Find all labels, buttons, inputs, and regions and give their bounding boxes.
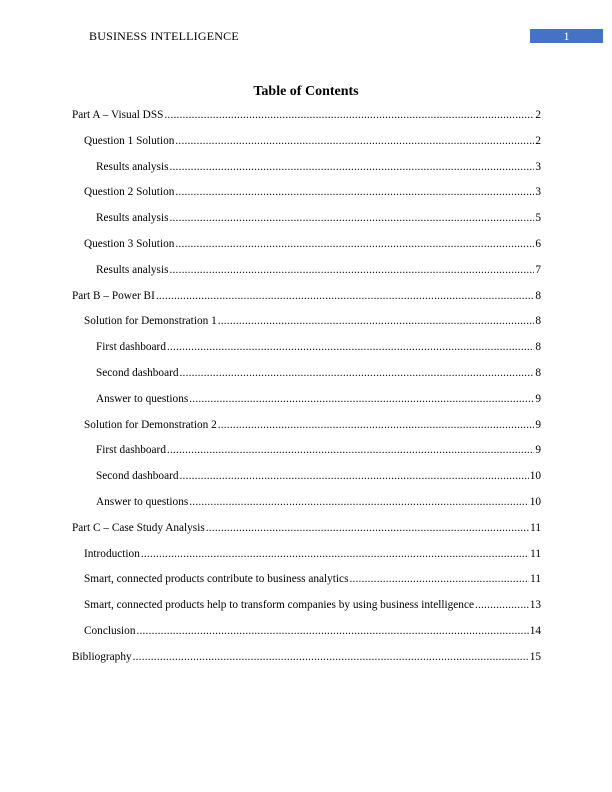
toc-entry-title: Results analysis xyxy=(96,263,169,276)
toc-entry[interactable] xyxy=(72,521,541,547)
toc-dot-leader xyxy=(175,237,534,251)
toc-dot-leader xyxy=(218,418,535,432)
toc-entry-page-number: 14 xyxy=(529,624,541,637)
toc-entry[interactable] xyxy=(72,340,541,366)
toc-entry-page-number: 9 xyxy=(535,392,541,405)
toc-entry-title: Part A – Visual DSS xyxy=(72,109,164,121)
toc-heading: Table of Contents xyxy=(253,84,359,99)
toc-entry[interactable] xyxy=(72,392,541,418)
toc-dot-leader xyxy=(141,547,529,561)
toc-entry-page-number: 10 xyxy=(529,470,541,483)
toc-entry-title: Answer to questions xyxy=(96,495,189,508)
toc-entry-page-number: 8 xyxy=(535,289,541,302)
toc-entry-title: Question 3 Solution xyxy=(84,237,175,250)
toc-entry-page-number: 6 xyxy=(535,237,541,250)
toc-entry[interactable] xyxy=(72,211,541,237)
toc-entry[interactable] xyxy=(72,443,541,469)
toc-entry-page-number: 2 xyxy=(535,109,541,121)
toc-entry-page-number: 11 xyxy=(530,573,541,586)
toc-entry-title: Part B – Power BI xyxy=(72,289,155,302)
toc-entry-page-number: 11 xyxy=(530,521,541,534)
toc-entry[interactable] xyxy=(72,547,541,573)
page-number-badge: 1 xyxy=(530,29,603,43)
toc-dot-leader xyxy=(349,572,529,586)
toc-dot-leader xyxy=(167,340,534,354)
toc-entry-title: Part C – Case Study Analysis xyxy=(72,521,205,534)
toc-entry-title: Smart, connected products contribute to business analytics xyxy=(84,573,349,586)
toc-dot-leader xyxy=(170,211,535,225)
toc-dot-leader xyxy=(180,366,535,380)
toc-entry[interactable] xyxy=(72,624,541,650)
toc-entry[interactable] xyxy=(72,289,541,315)
toc-entry[interactable] xyxy=(72,366,541,392)
toc-dot-leader xyxy=(156,289,535,303)
toc-dot-leader xyxy=(167,443,534,457)
toc-entry-title: Question 1 Solution xyxy=(84,134,175,147)
toc-dot-leader xyxy=(218,314,535,328)
table-of-contents xyxy=(72,108,541,676)
toc-entry-page-number: 5 xyxy=(535,212,541,225)
toc-entry[interactable] xyxy=(72,134,541,160)
toc-entry[interactable] xyxy=(72,160,541,186)
toc-entry-title: Question 2 Solution xyxy=(84,186,175,199)
toc-dot-leader xyxy=(175,134,534,148)
toc-entry-page-number: 8 xyxy=(535,341,541,354)
toc-entry-title: Solution for Demonstration 2 xyxy=(84,418,217,431)
toc-entry-title: Introduction xyxy=(84,547,140,560)
toc-dot-leader xyxy=(164,108,534,122)
toc-entry[interactable] xyxy=(72,108,541,134)
toc-entry-title: Second dashboard xyxy=(96,366,179,379)
toc-entry-page-number: 8 xyxy=(535,315,541,328)
toc-entry[interactable] xyxy=(72,185,541,211)
toc-dot-leader xyxy=(175,185,534,199)
toc-entry-page-number: 3 xyxy=(535,160,541,173)
toc-entry[interactable] xyxy=(72,263,541,289)
toc-entry-page-number: 11 xyxy=(530,547,541,560)
toc-entry-page-number: 10 xyxy=(529,495,541,508)
toc-entry-title: Results analysis xyxy=(96,212,169,225)
toc-entry-page-number: 9 xyxy=(535,418,541,431)
toc-entry[interactable] xyxy=(72,495,541,521)
toc-entry-title: First dashboard xyxy=(96,341,166,354)
toc-entry-title: First dashboard xyxy=(96,444,166,457)
toc-entry-page-number: 7 xyxy=(535,263,541,276)
toc-dot-leader xyxy=(180,469,529,483)
toc-entry[interactable] xyxy=(72,598,541,624)
toc-dot-leader xyxy=(189,392,534,406)
toc-entry[interactable] xyxy=(72,469,541,495)
toc-dot-leader xyxy=(206,521,529,535)
toc-entry-page-number: 9 xyxy=(535,444,541,457)
toc-entry-title: Bibliography xyxy=(72,650,132,663)
toc-entry-page-number: 15 xyxy=(529,650,541,663)
toc-entry-title: Results analysis xyxy=(96,160,169,173)
running-header-title: BUSINESS INTELLIGENCE xyxy=(89,29,239,43)
toc-entry[interactable] xyxy=(72,237,541,263)
toc-entry-page-number: 13 xyxy=(529,599,541,612)
toc-entry-page-number: 3 xyxy=(535,186,541,199)
toc-dot-leader xyxy=(133,650,529,664)
toc-entry-title: Answer to questions xyxy=(96,392,189,405)
toc-dot-leader xyxy=(189,495,528,509)
toc-entry-title: Second dashboard xyxy=(96,470,179,483)
toc-dot-leader xyxy=(475,598,529,612)
toc-entry[interactable] xyxy=(72,418,541,444)
toc-entry[interactable] xyxy=(72,650,541,676)
toc-entry-page-number: 8 xyxy=(535,366,541,379)
toc-dot-leader xyxy=(170,160,535,174)
toc-entry-page-number: 2 xyxy=(535,134,541,147)
toc-entry-title: Smart, connected products help to transform companies by using business intelligence xyxy=(84,599,474,612)
toc-entry[interactable] xyxy=(72,314,541,340)
toc-entry-title: Solution for Demonstration 1 xyxy=(84,315,217,328)
toc-entry-title: Conclusion xyxy=(84,624,136,637)
toc-entry[interactable] xyxy=(72,572,541,598)
toc-dot-leader xyxy=(136,624,528,638)
toc-dot-leader xyxy=(170,263,535,277)
